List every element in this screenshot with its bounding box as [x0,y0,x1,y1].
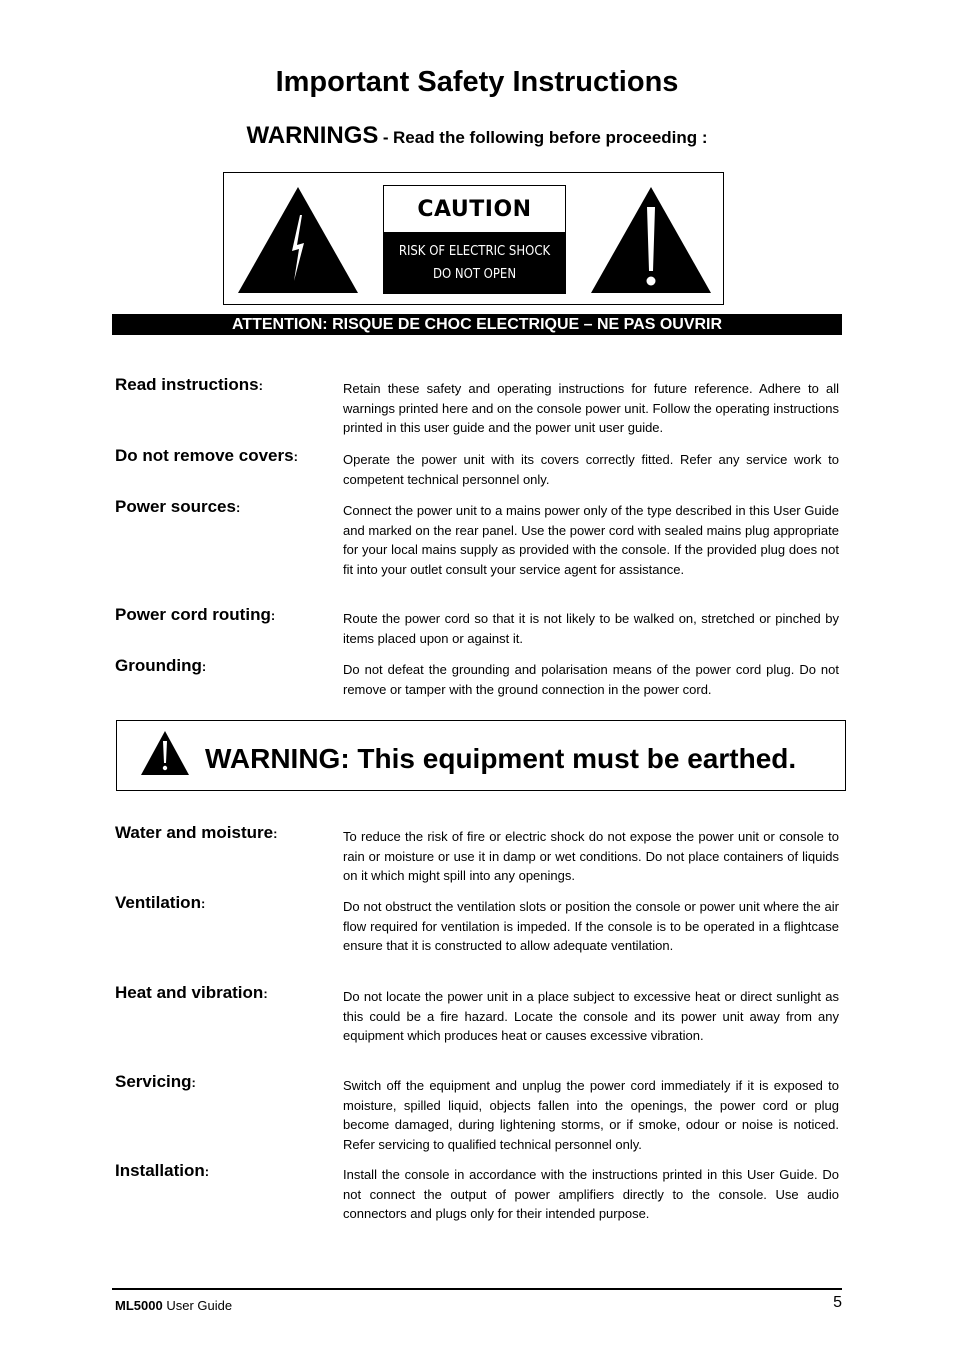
warnings-separator: - [382,128,389,147]
item-text: Route the power cord so that it is not likely to be walked on, stretched or pinched by items placed upon or against it. [343,611,839,646]
item-label: Power cord routing [115,605,271,624]
safety-items-top [115,375,839,707]
caution-heading: CAUTION [417,196,532,222]
item-text: Operate the power unit with its covers correctly fitted. Refer any service work to competent technical personnel only. [343,452,839,487]
warnings-subheading: Read the following before proceeding : [393,128,708,147]
earth-warning-text: WARNING: This equipment must be earthed. [205,743,797,774]
earth-warning-box [116,720,846,791]
safety-item-installation: Installation: Install the console in accordance with the instructions printed in this User Guide. Do not connect the output of power amplifiers directly to the console. Use audio connectors and plugs only for their intended purpose. [115,1161,839,1231]
safety-item-do-not-remove-covers: Do not remove covers: Operate the power unit with its covers correctly fitted. Refer any service work to competent technical personnel only. [115,446,839,497]
caution-line-1: RISK OF ELECTRIC SHOCK [398,243,551,259]
exclamation-warning-triangle-icon [589,185,713,295]
exclamation-warning-triangle-icon [139,729,191,777]
attention-banner: ATTENTION: RISQUE DE CHOC ELECTRIQUE – NE PAS OUVRIR [112,314,842,335]
footer-product: ML5000 [115,1298,163,1313]
warnings-heading [0,122,954,150]
item-label: Grounding [115,656,202,675]
footer-guide: User Guide [166,1298,233,1313]
item-label: Heat and vibration [115,983,264,1002]
safety-item-heat-and-vibration: Heat and vibration: Do not locate the power unit in a place subject to excessive heat or direct sunlight as this could be a fire hazard. Locate the console and its power unit away from any equipment which produces heat or causes excessive vibration. [115,983,839,1072]
page-number: 5 [833,1294,842,1311]
page-title: Important Safety Instructions [275,66,679,98]
item-text: Do not obstruct the ventilation slots or position the console or power unit where the air flow required for ventilation is impeded. If the console is to be operated in a flightcase ensure that it is constructed to allow adequate ventilation. [343,899,839,954]
item-text: Install the console in accordance with the instructions printed in this User Guide. Do not connect the output of power amplifiers directly to the console. Use audio connectors and plugs only for their intended purpose. [343,1167,839,1222]
safety-item-power-cord-routing: Power cord routing: Route the power cord so that it is not likely to be walked on, stretched or pinched by items placed upon or against it. [115,605,839,656]
safety-items-bottom [115,823,839,1231]
item-label: Do not remove covers [115,446,294,465]
safety-item-ventilation: Ventilation: Do not obstruct the ventilation slots or position the console or power unit where the air flow required for ventilation is impeded. If the console is to be operated in a flightcase ensure that it is constructed to allow adequate ventilation. [115,893,839,983]
footer-divider [112,1288,842,1290]
item-text: To reduce the risk of fire or electric shock do not expose the power unit or console to rain or moisture or use it in damp or wet conditions. Do not place containers of liquids on it which might spill into any openings. [343,829,839,884]
item-label: Read instructions [115,375,259,394]
caution-text [384,232,565,293]
item-label: Installation [115,1161,205,1180]
item-text: Do not locate the power unit in a place subject to excessive heat or direct sunlight as this could be a fire hazard. Locate the console and its power unit away from any equipment which produces heat or causes excessive vibration. [343,989,839,1044]
safety-item-read-instructions: Read instructions: Retain these safety and operating instructions for future reference. Adhere to all warnings printed here and on the console power unit. Follow the operating instructions printed in this user guide and the power unit user guide. [115,375,839,446]
item-text: Do not defeat the grounding and polarisation means of the power cord plug. Do not remove or tamper with the ground connection in the power cord. [343,662,839,697]
warnings-label: WARNINGS [246,122,379,149]
item-text: Retain these safety and operating instructions for future reference. Adhere to all warnings printed here and on the console power unit. Follow the operating instructions printed in this user guide and the power unit user guide. [343,381,839,436]
item-label: Water and moisture [115,823,274,842]
safety-item-water-and-moisture: Water and moisture: To reduce the risk of fire or electric shock do not expose the power unit or console to rain or moisture or use it in damp or wet conditions. Do not place containers of liquids on it which might spill into any openings. [115,823,839,893]
item-label: Servicing [115,1072,192,1091]
safety-item-servicing: Servicing: Switch off the equipment and unplug the power cord immediately if it is exposed to moisture, spilled liquid, objects fallen into the openings, the power cord or plug become damaged, during lightening storms, or if smoke, odour or noise is noticed. Refer servicing to qualified technical personnel only. [115,1072,839,1161]
footer-title [115,1298,232,1313]
item-label: Power sources [115,497,236,516]
safety-item-power-sources: Power sources: Connect the power unit to a mains power only of the type described in this User Guide and marked on the rear panel. Use the power cord with sealed mains plug appropriate for your local mains supply as provided with the console. If the provided plug does not fit into your outlet consult your service agent for assistance. [115,497,839,605]
caution-box [383,185,566,294]
item-text: Connect the power unit to a mains power only of the type described in this User Guide and marked on the rear panel. Use the power cord with sealed mains plug appropriate for your local mains supply as provided with the console. If the provided plug does not fit into your outlet consult your service agent for assistance. [343,503,839,578]
caution-line-2: DO NOT OPEN [432,266,517,282]
caution-label [223,172,724,305]
item-label: Ventilation [115,893,201,912]
safety-item-grounding: Grounding: Do not defeat the grounding and polarisation means of the power cord plug. Do not remove or tamper with the ground connection in the power cord. [115,656,839,707]
item-text: Switch off the equipment and unplug the power cord immediately if it is exposed to moisture, spilled liquid, objects fallen into the openings, the power cord or plug become damaged, during lightening storms, or if smoke, odour or noise is noticed. Refer servicing to qualified technical personnel only. [343,1078,839,1153]
lightning-warning-triangle-icon [236,185,360,295]
